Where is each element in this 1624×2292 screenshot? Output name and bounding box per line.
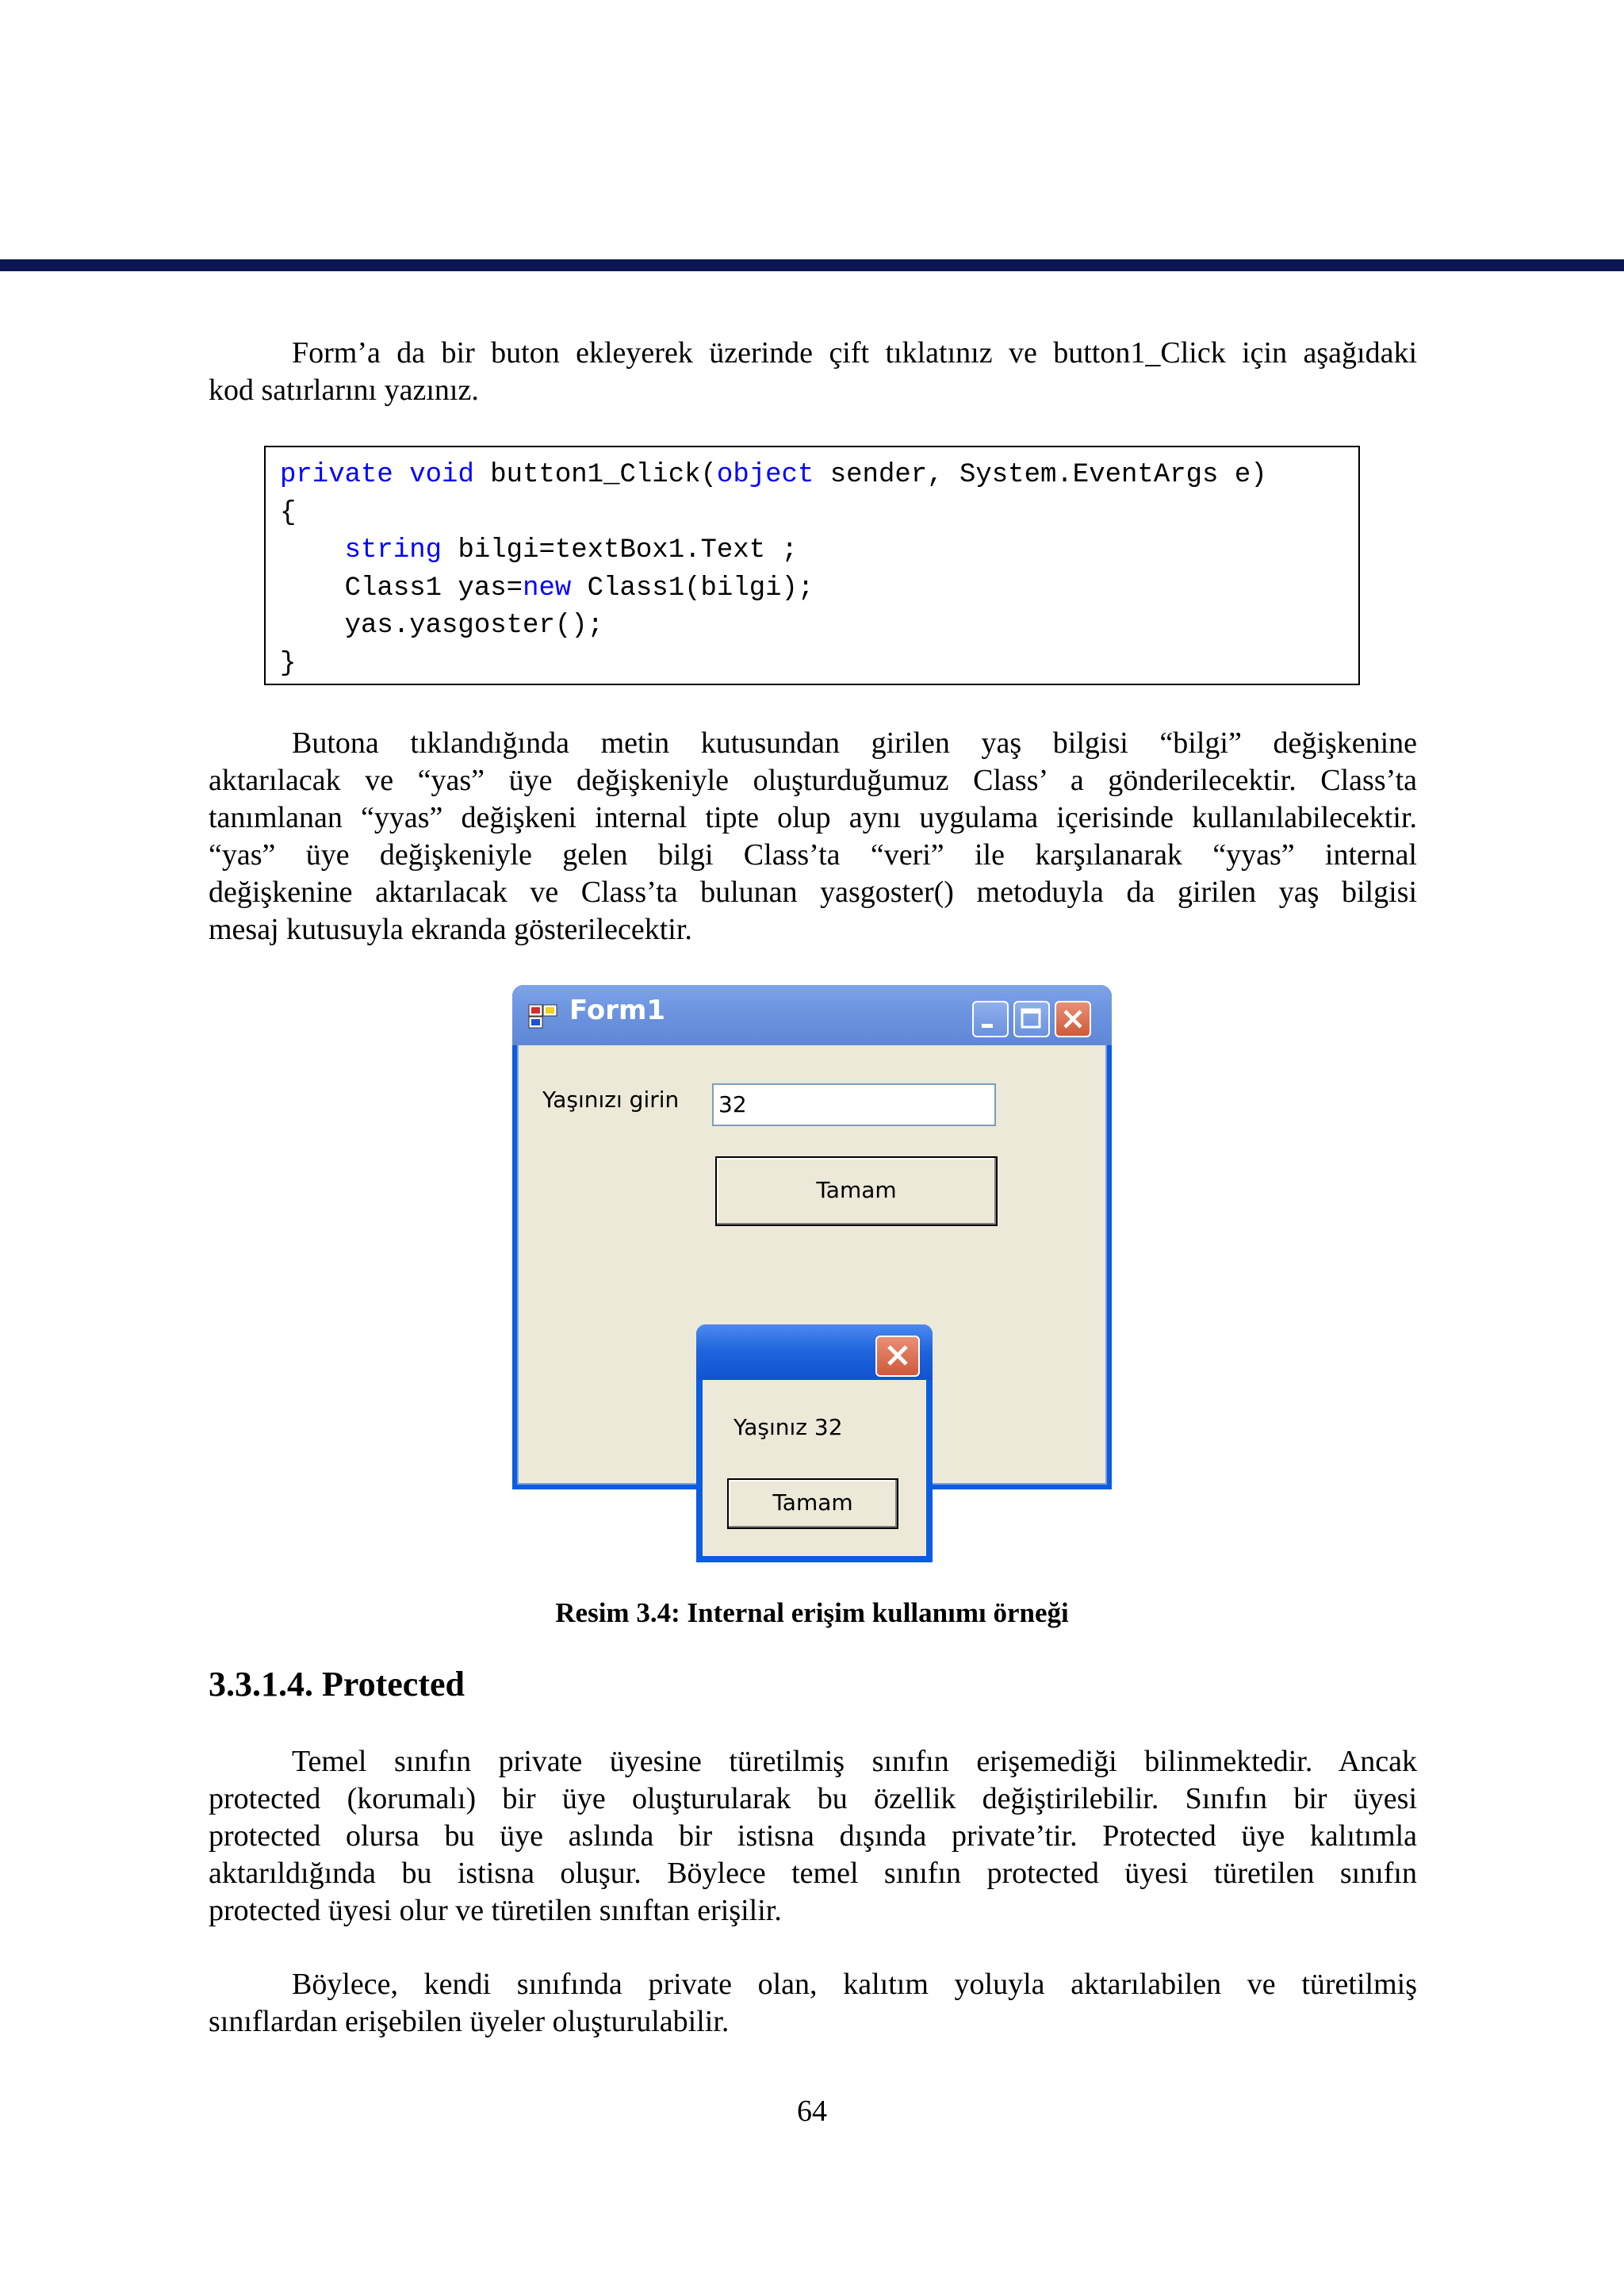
paragraph-line: aktarıldığında bu istisna oluşur. Böylece temel sınıfın protected üyesi türetilen sınıfın — [209, 1857, 1417, 1890]
code-token: bilgi=textBox1.Text ; — [442, 535, 798, 565]
code-token: button1_Click( — [473, 460, 717, 490]
code-token — [280, 535, 345, 565]
close-icon — [877, 1337, 918, 1375]
paragraph-line: Temel sınıfın private üyesine türetilmiş sınıfın erişemediği bilinmektedir. Ancak — [292, 1745, 1417, 1778]
code-keyword: string — [344, 535, 442, 565]
paragraph-line: protected olursa bu üye aslında bir istisna dışında private’tir. Protected üye kalıtımla — [209, 1819, 1417, 1853]
form1-title: Form1 — [569, 995, 666, 1026]
protected-paragraph — [209, 1743, 1417, 1930]
paragraph-line: mesaj kutusuyla ekranda gösterilecektir. — [209, 913, 692, 946]
code-token: yas.yasgoster(); — [280, 611, 604, 641]
application-icon — [528, 1004, 558, 1029]
paragraph-line: aktarılacak ve “yas” üye değişkeniyle oluşturduğumuz Class’ a gönderilecektir. Class’ta — [209, 764, 1417, 797]
code-line — [280, 460, 1267, 490]
paragraph-line: Butona tıklandığında metin kutusundan girilen yaş bilgisi “bilgi” değişkenine — [292, 726, 1417, 760]
intro-paragraph — [209, 335, 1417, 409]
section-heading: 3.3.1.4. Protected — [209, 1665, 465, 1704]
page-number: 64 — [797, 2095, 827, 2128]
paragraph-line: protected (korumalı) bir üye oluşturularak bu özellik değiştirilebilir. Sınıfın bir üyesi — [209, 1782, 1417, 1815]
figure-caption: Resim 3.4: Internal erişim kullanımı örneği — [555, 1597, 1069, 1628]
paragraph-line: değişkenine aktarılacak ve Class’ta bulunan yasgoster() metoduyla da girilen yaş bilgisi — [209, 876, 1417, 909]
close-button[interactable] — [1055, 1001, 1091, 1037]
code-listing — [264, 446, 1360, 685]
message-box-client-area — [703, 1380, 926, 1556]
paragraph-line: sınıflardan erişebilen üyeler oluşturulabilir. — [209, 2005, 730, 2038]
message-box-titlebar — [696, 1324, 933, 1380]
closing-paragraph — [209, 1966, 1417, 2041]
minimize-icon — [974, 1002, 1007, 1036]
maximize-icon — [1015, 1002, 1048, 1036]
code-text — [280, 457, 1267, 683]
code-line — [280, 611, 603, 641]
code-keyword: void — [409, 460, 474, 490]
minimize-button[interactable] — [972, 1001, 1009, 1037]
tamam-button[interactable]: Tamam — [715, 1156, 998, 1226]
code-keyword: object — [716, 460, 814, 490]
code-token: { — [280, 497, 297, 528]
paragraph-line: Böylece, kendi sınıfında private olan, kalıtım yoluyla aktarılabilen ve türetilmiş — [292, 1968, 1417, 2001]
code-token: Class1(bilgi); — [571, 573, 814, 604]
close-icon — [1056, 1002, 1090, 1036]
code-token: } — [280, 648, 297, 679]
header-bar — [0, 259, 1624, 271]
code-keyword: new — [523, 573, 572, 604]
code-line — [280, 649, 296, 679]
paragraph-line: tanımlanan “yyas” değişkeni internal tipte olup aynı uygulama içerisinde kullanılabilecektir. — [209, 801, 1417, 834]
explanation-paragraph — [209, 725, 1417, 949]
message-text: Yaşınız 32 — [733, 1414, 843, 1440]
age-label: Yaşınızı girin — [542, 1087, 680, 1113]
code-keyword: private — [280, 460, 393, 490]
paragraph-line: kod satırlarını yazınız. — [209, 374, 479, 407]
paragraph-line: protected üyesi olur ve türetilen sınıftan erişilir. — [209, 1894, 782, 1927]
paragraph-line: Form’a da bir buton ekleyerek üzerinde çift tıklatınız ve button1_Click için aşağıdaki — [292, 336, 1417, 370]
code-token — [393, 460, 409, 490]
code-line — [280, 573, 814, 604]
form1-titlebar — [512, 985, 1112, 1045]
maximize-button[interactable] — [1013, 1001, 1050, 1037]
code-token: Class1 yas= — [280, 573, 523, 604]
age-input[interactable]: 32 — [712, 1083, 996, 1126]
message-ok-button[interactable]: Tamam — [727, 1478, 898, 1529]
paragraph-line: “yas” üye değişkeniyle gelen bilgi Class’ta “veri” ile karşılanarak “yyas” internal — [209, 838, 1417, 872]
code-token: sender, System.EventArgs e) — [814, 460, 1267, 490]
code-line — [280, 498, 296, 528]
message-box-close-button[interactable] — [875, 1336, 920, 1377]
code-line — [280, 535, 798, 565]
